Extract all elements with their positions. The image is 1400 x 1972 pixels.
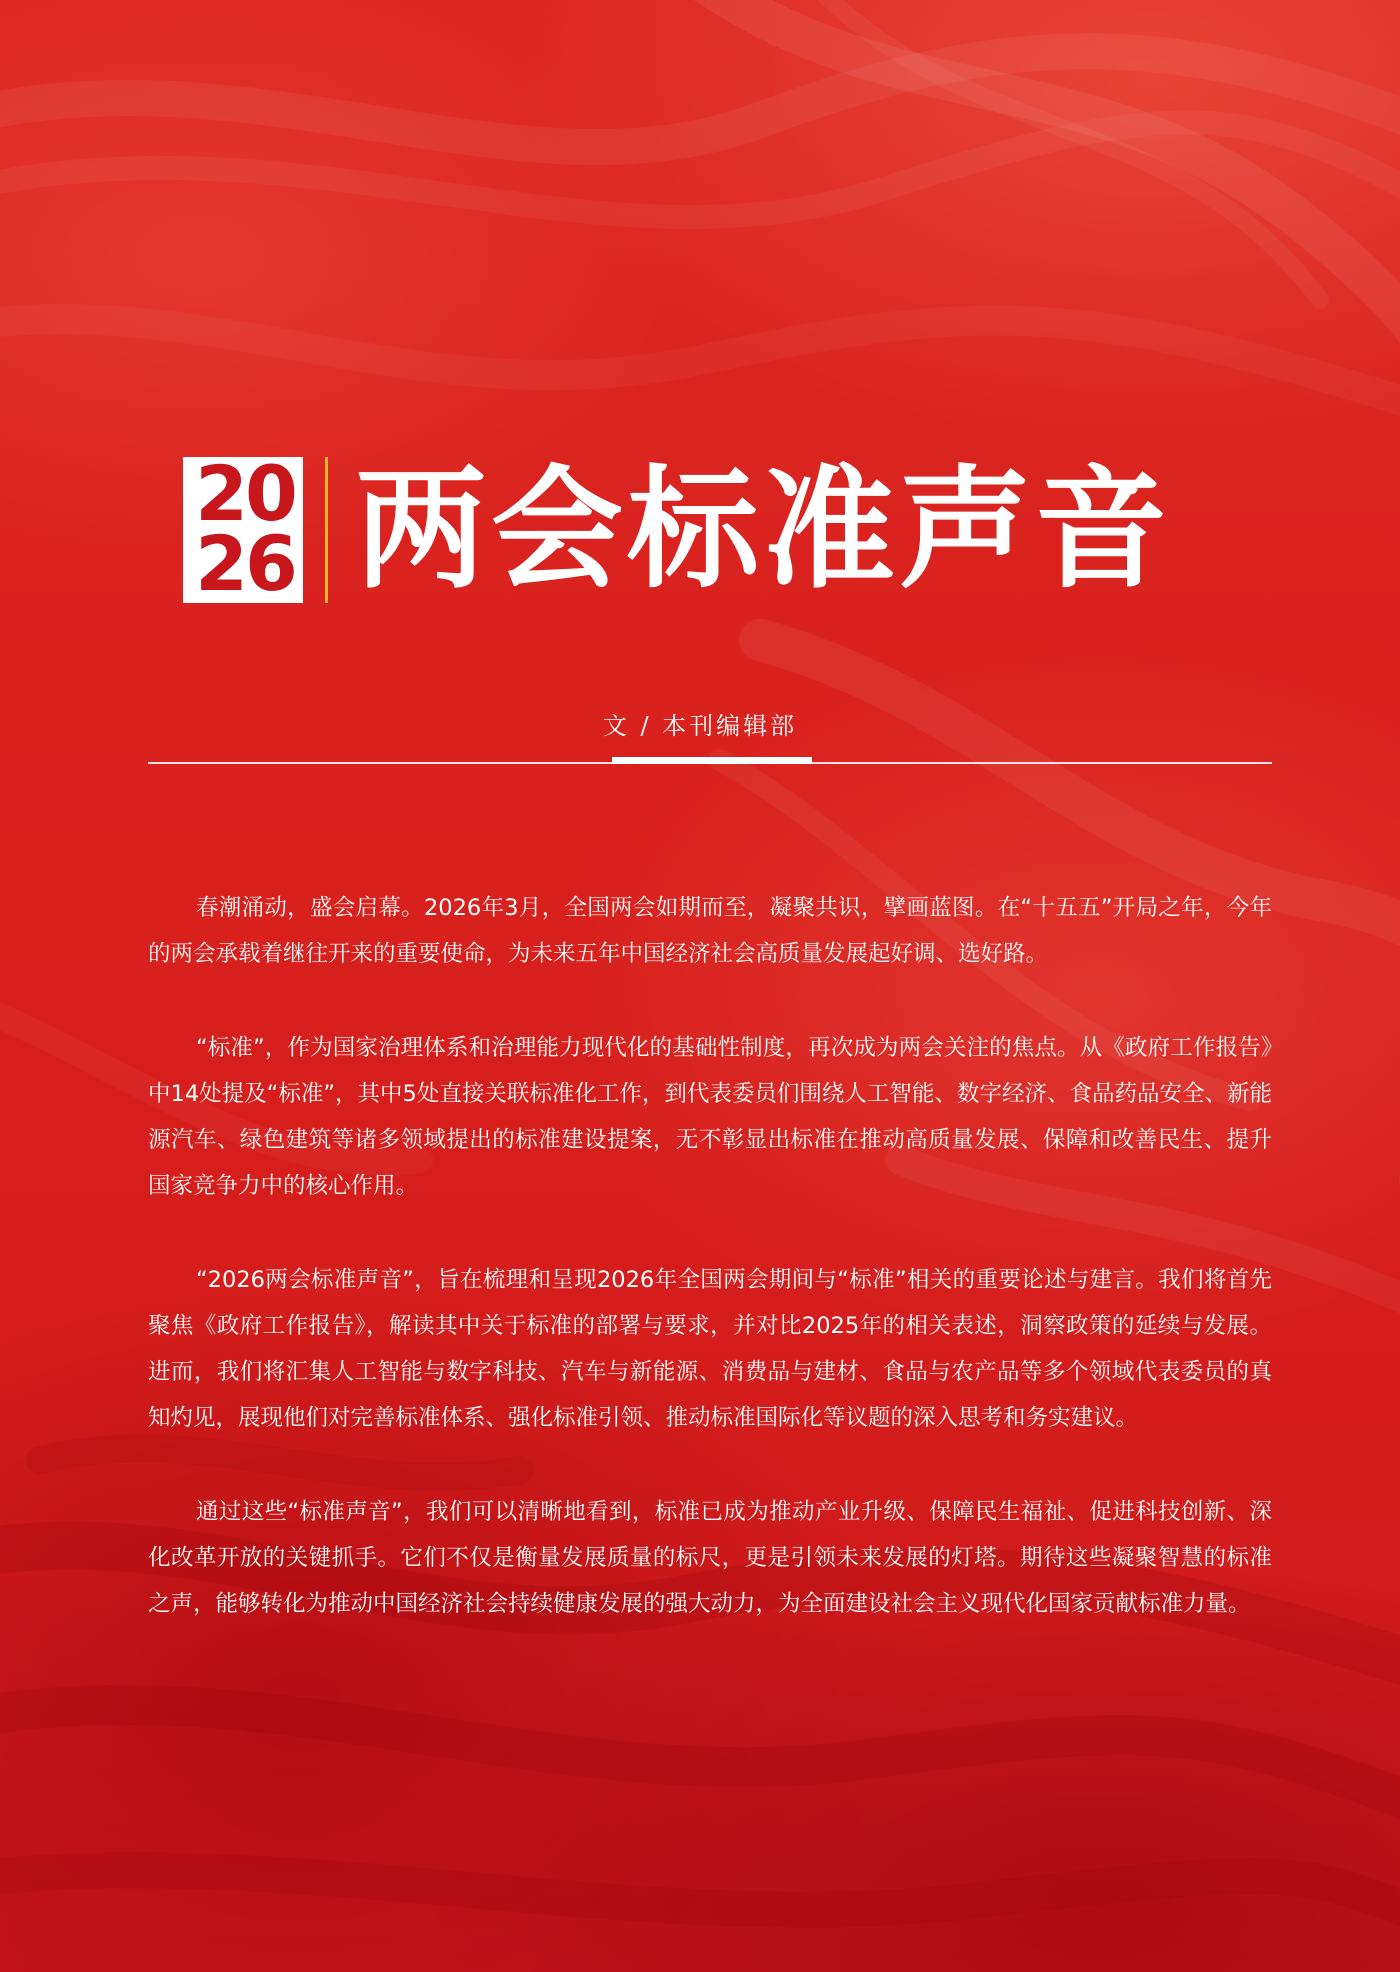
year-top-digits: 20 [195,449,295,538]
paragraph-4: 通过这些“标准声音”，我们可以清晰地看到，标准已成为推动产业升级、保障民生福祉、促进科技创新、深化改革开放的关键抓手。它们不仅是衡量发展质量的标尺，更是引领未来发展的灯塔。期待这些凝聚智慧的标准之声，能够转化为推动中国经济社会持续健康发展的强大动力，为全面建设社会主义现代化国家贡献标准力量。 [148,1499,1272,1617]
title-header [183,449,1243,608]
page-title: 两会标准声音 [355,453,1171,607]
gold-divider [325,457,328,603]
paragraph-2: “标准”，作为国家治理体系和治理能力现代化的基础性制度，再次成为两会关注的焦点。从《政府工作报告》中14处提及“标准”，其中5处直接关联标准化工作，到代表委员们围绕人工智能、数字经济、食品药品安全、新能源汽车、绿色建筑等诸多领域提出的标准建设提案，无不彰显出标准在推动高质量发展、保障和改善民生、提升国家竞争力中的核心作用。 [148,1035,1272,1199]
year-bottom-digits: 26 [195,519,295,608]
rule-accent-bar [612,757,812,764]
article-body [148,885,1272,1675]
year-badge [183,449,303,608]
author-byline: 文 / 本刊编辑部 [602,712,798,740]
paragraph-1: 春潮涌动，盛会启幕。2026年3月，全国两会如期而至，凝聚共识，擘画蓝图。在“十五五”开局之年，今年的两会承载着继往开来的重要使命，为未来五年中国经济社会高质量发展起好调、选好路。 [148,895,1272,967]
paragraph-3: “2026两会标准声音”，旨在梳理和呈现2026年全国两会期间与“标准”相关的重要论述与建言。我们将首先聚焦《政府工作报告》，解读其中关于标准的部署与要求，并对比2025年的相关表述，洞察政策的延续与发展。进而，我们将汇集人工智能与数字科技、汽车与新能源、消费品与建材、食品与农产品等多个领域代表委员的真知灼见，展现他们对完善标准体系、强化标准引领、推动标准国际化等议题的深入思考和务实建议。 [148,1267,1272,1431]
